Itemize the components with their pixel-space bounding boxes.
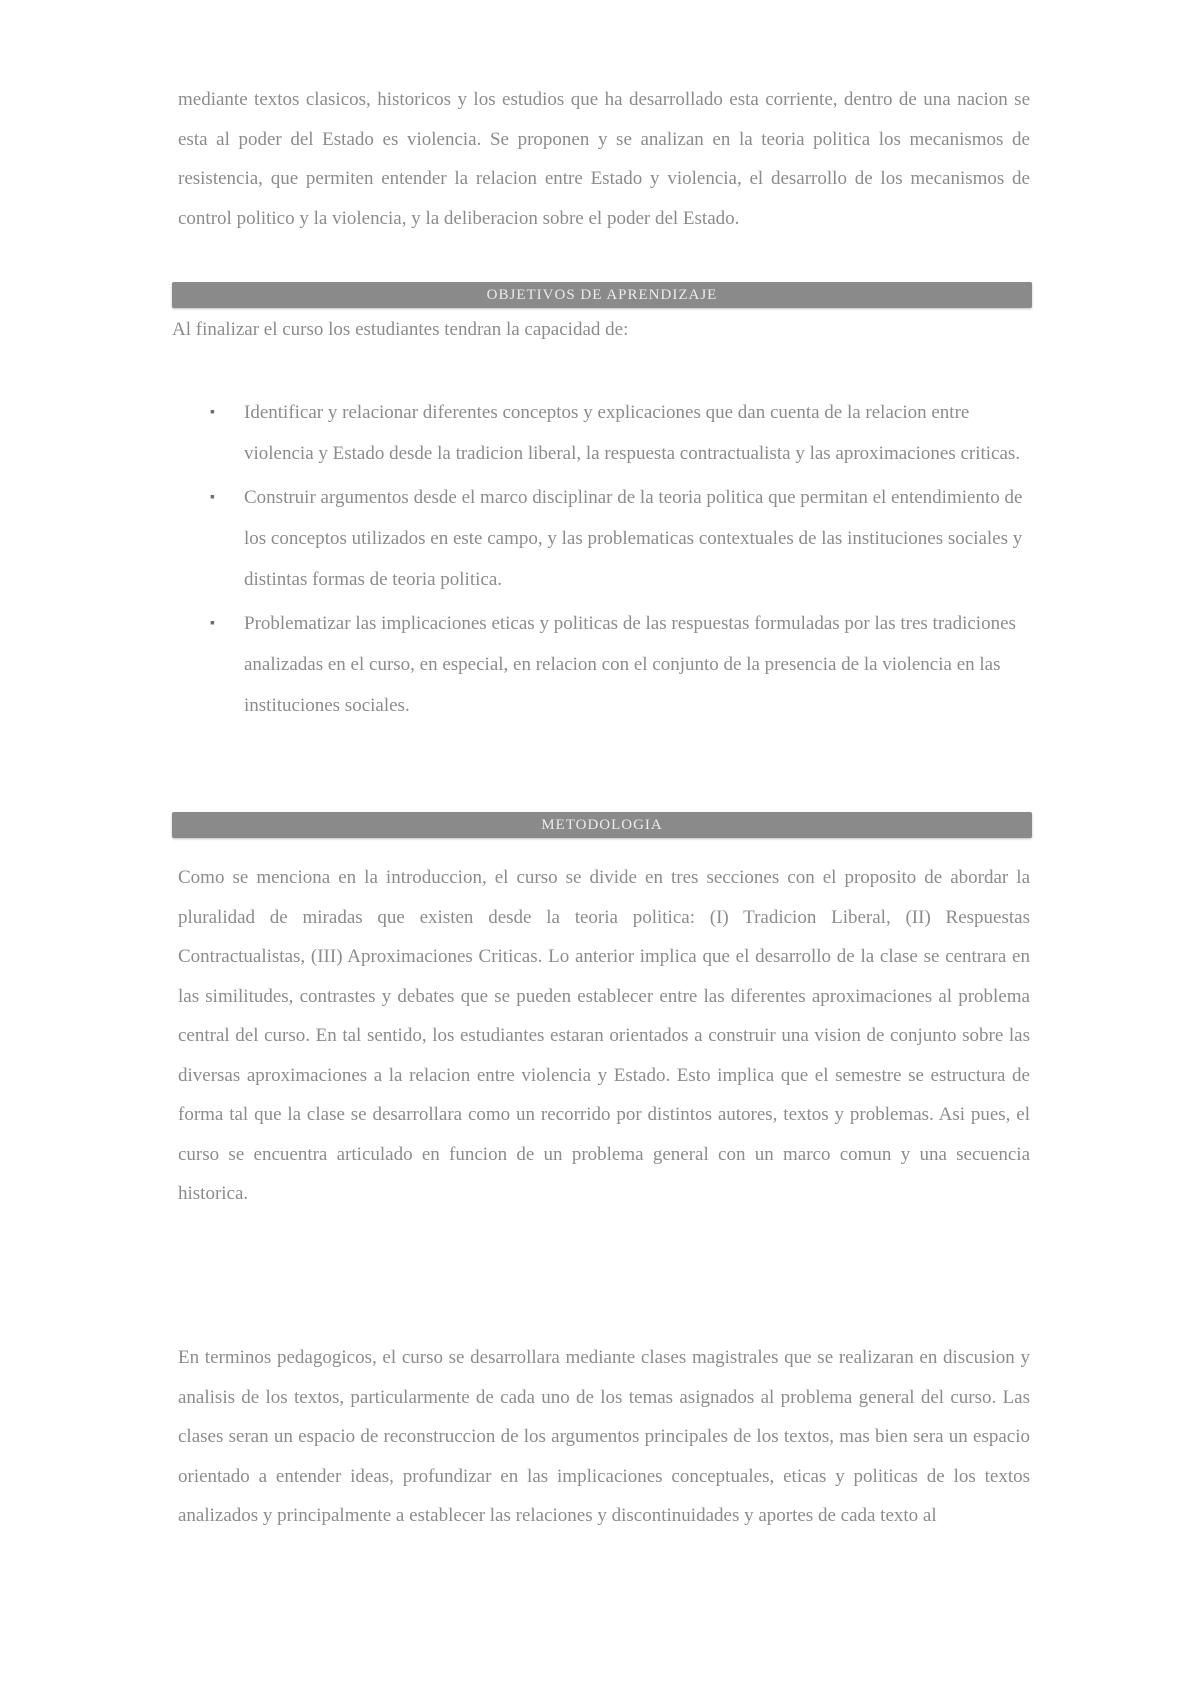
methodology-heading: METODOLOGIA xyxy=(541,816,663,833)
intro-paragraph: mediante textos clasicos, historicos y los estudios que ha desarrollado esta corriente, dentro de una nacion se esta al poder del Estado es violencia. Se proponen y se analizan en la teoria politica los mecanismos de resistencia, que permiten entender la relacion entre Estado y violencia, el desarrollo de los mecanismos de control politico y la violencia, y la deliberacion sobre el poder del Estado. xyxy=(178,89,1030,229)
list-item xyxy=(210,603,1025,726)
methodology-paragraph-2: En terminos pedagogicos, el curso se desarrollara mediante clases magistrales que se realizaran en discusion y analisis de los textos, particularmente de cada uno de los temas asignados al problema general del curso. Las clases seran un espacio de reconstruccion de los argumentos principales de los textos, mas bien sera un espacio orientado a entender ideas, profundizar en las implicaciones conceptuales, eticas y politicas de los textos analizados y principalmente a establecer las relaciones y discontinuidades y aportes de cada texto al xyxy=(178,1347,1030,1526)
methodology-paragraph-1: Como se menciona en la introduccion, el curso se divide en tres secciones con el proposito de abordar la pluralidad de miradas que existen desde la teoria politica: (I) Tradicion Liberal, (II) Respuestas Contractualistas, (III) Aproximaciones Criticas. Lo anterior implica que el desarrollo de la clase se centrara en las similitudes, contrastes y debates que se pueden establecer entre las diferentes aproximaciones al problema central del curso. En tal sentido, los estudiantes estaran orientados a construir una vision de conjunto sobre las diversas aproximaciones a la relacion entre violencia y Estado. Esto implica que el semestre se estructura de forma tal que la clase se desarrollara como un recorrido por distintos autores, textos y problemas. Asi pues, el curso se encuentra articulado en funcion de un problema general con un marco comun y una secuencia historica. xyxy=(178,867,1030,1204)
objective-text: Problematizar las implicaciones eticas y politicas de las respuestas formuladas por las tres tradiciones analizadas en el curso, en especial, en relacion con el conjunto de la presencia de la violencia en las instituciones sociales. xyxy=(244,613,1016,716)
objectives-heading-band xyxy=(172,282,1032,308)
objective-text: Identificar y relacionar diferentes conceptos y explicaciones que dan cuenta de la relacion entre violencia y Estado desde la tradicion liberal, la respuesta contractualista y las aproximaciones criticas. xyxy=(244,402,1021,464)
objectives-list xyxy=(210,392,1025,729)
bullet-icon: ▪ xyxy=(210,405,215,420)
bullet-icon: ▪ xyxy=(210,490,215,505)
objective-text: Construir argumentos desde el marco disciplinar de la teoria politica que permitan el entendimiento de los conceptos utilizados en este campo, y las problematicas contextuales de las instituciones sociales y distintas formas de teoria politica. xyxy=(244,487,1023,590)
objectives-heading: OBJETIVOS DE APRENDIZAJE xyxy=(486,286,718,303)
methodology-heading-band xyxy=(172,812,1032,838)
objectives-lead: Al finalizar el curso los estudiantes tendran la capacidad de: xyxy=(172,319,629,340)
bullet-icon: ▪ xyxy=(210,616,215,631)
list-item xyxy=(210,477,1025,600)
list-item xyxy=(210,392,1025,474)
